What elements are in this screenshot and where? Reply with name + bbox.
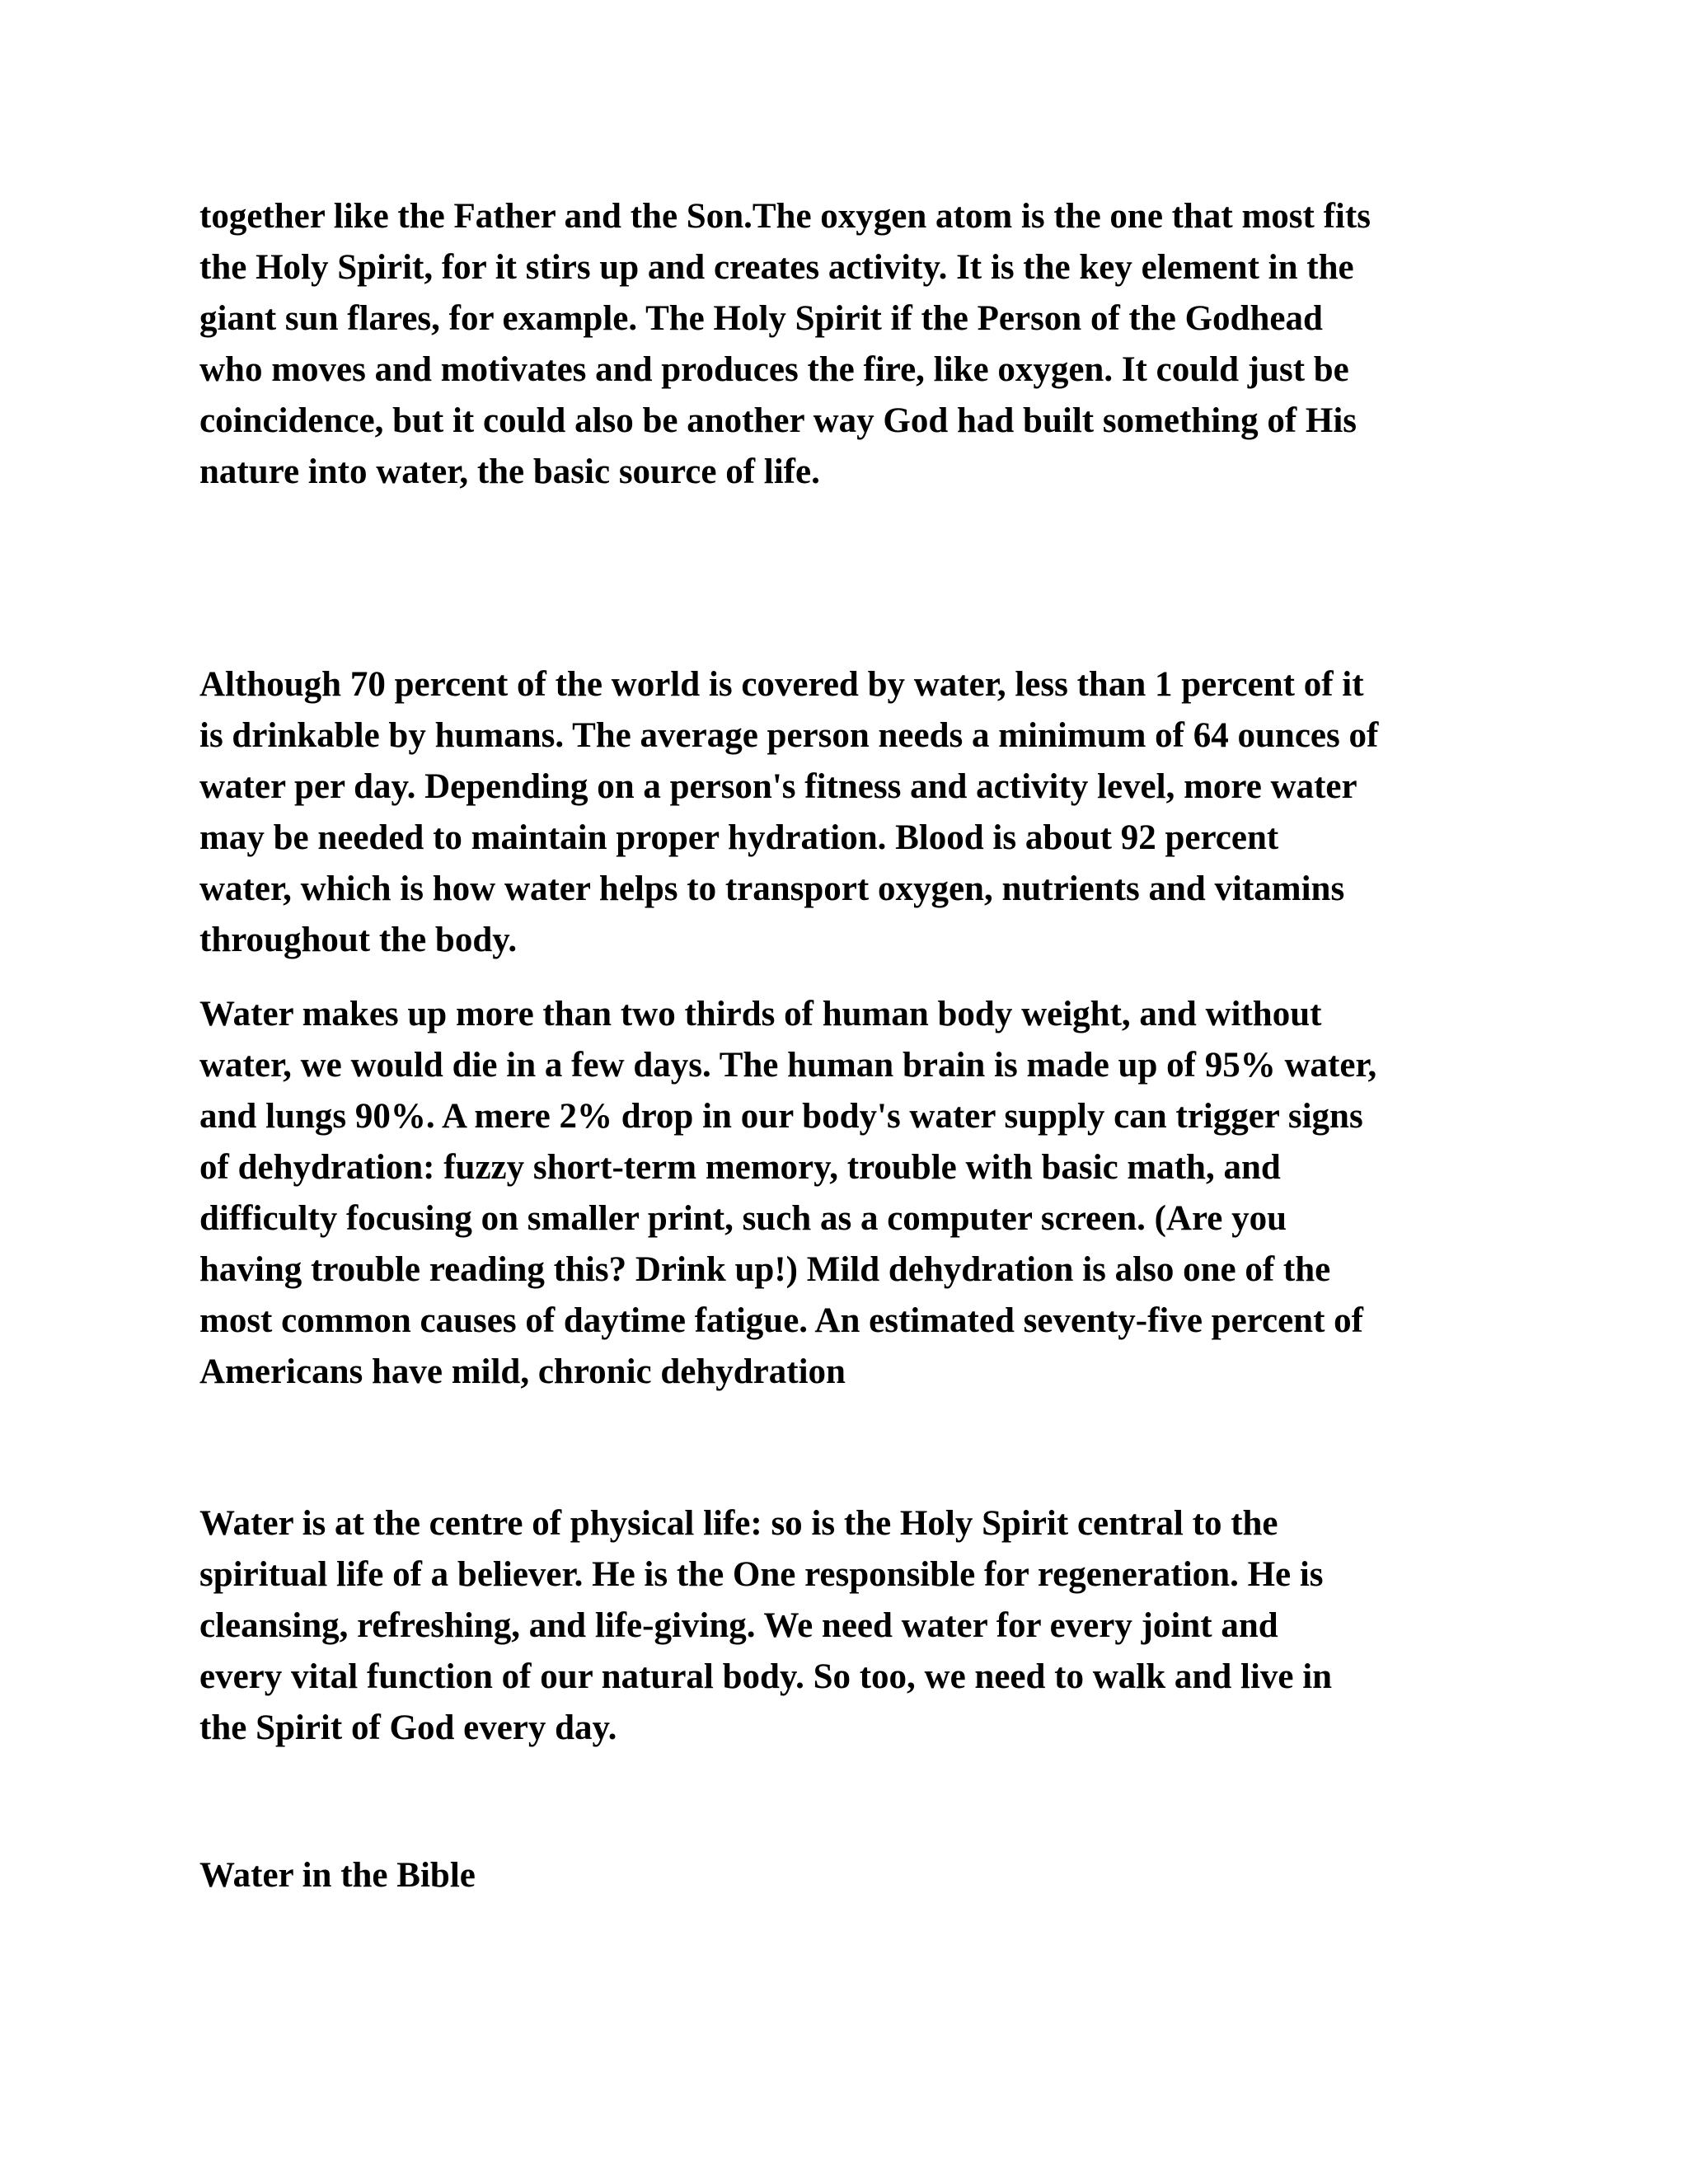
- heading-text: Water in the Bible: [199, 1856, 476, 1895]
- section-heading: [199, 1850, 1493, 1901]
- paragraph-spiritual-life: [199, 1498, 1493, 1754]
- text-line: spiritual life of a believer. He is the One responsible for regeneration. He is: [199, 1555, 1324, 1594]
- text-line: Although 70 percent of the world is covered by water, less than 1 percent of it: [199, 665, 1364, 704]
- text-line: every vital function of our natural body. So too, we need to walk and live in: [199, 1657, 1333, 1696]
- text-line: water, we would die in a few days. The human brain is made up of 95% water,: [199, 1046, 1377, 1085]
- text-line: giant sun flares, for example. The Holy Spirit if the Person of the Godhead: [199, 299, 1323, 338]
- text-line: nature into water, the basic source of life.: [199, 452, 820, 491]
- text-line: Water makes up more than two thirds of human body weight, and without: [199, 995, 1322, 1033]
- paragraph-oxygen-holy-spirit: [199, 191, 1493, 498]
- text-line: Americans have mild, chronic dehydration: [199, 1352, 846, 1391]
- text-line: cleansing, refreshing, and life-giving. We need water for every joint and: [199, 1606, 1278, 1645]
- text-line: is drinkable by humans. The average person needs a minimum of 64 ounces of: [199, 716, 1379, 755]
- text-line: water per day. Depending on a person's fitness and activity level, more water: [199, 767, 1357, 806]
- text-line: water, which is how water helps to transport oxygen, nutrients and vitamins: [199, 869, 1345, 908]
- text-line: who moves and motivates and produces the fire, like oxygen. It could just be: [199, 350, 1349, 389]
- paragraph-water-statistics: [199, 659, 1493, 966]
- text-line: of dehydration: fuzzy short-term memory, trouble with basic math, and: [199, 1148, 1281, 1187]
- text-line: together like the Father and the Son.The oxygen atom is the one that most fits: [199, 197, 1371, 236]
- text-line: and lungs 90%. A mere 2% drop in our body's water supply can trigger signs: [199, 1097, 1363, 1136]
- text-line: the Holy Spirit, for it stirs up and creates activity. It is the key element in the: [199, 248, 1354, 287]
- text-line: coincidence, but it could also be another way God had built something of His: [199, 401, 1357, 440]
- text-line: may be needed to maintain proper hydration. Blood is about 92 percent: [199, 818, 1279, 857]
- text-line: having trouble reading this? Drink up!) Mild dehydration is also one of the: [199, 1250, 1331, 1289]
- text-line: Water is at the centre of physical life: so is the Holy Spirit central to the: [199, 1504, 1278, 1543]
- paragraph-body-weight-dehydration: [199, 989, 1493, 1398]
- text-line: throughout the body.: [199, 921, 518, 959]
- text-line: the Spirit of God every day.: [199, 1708, 617, 1747]
- text-line: most common causes of daytime fatigue. An estimated seventy-five percent of: [199, 1301, 1363, 1340]
- text-line: difficulty focusing on smaller print, such as a computer screen. (Are you: [199, 1199, 1287, 1238]
